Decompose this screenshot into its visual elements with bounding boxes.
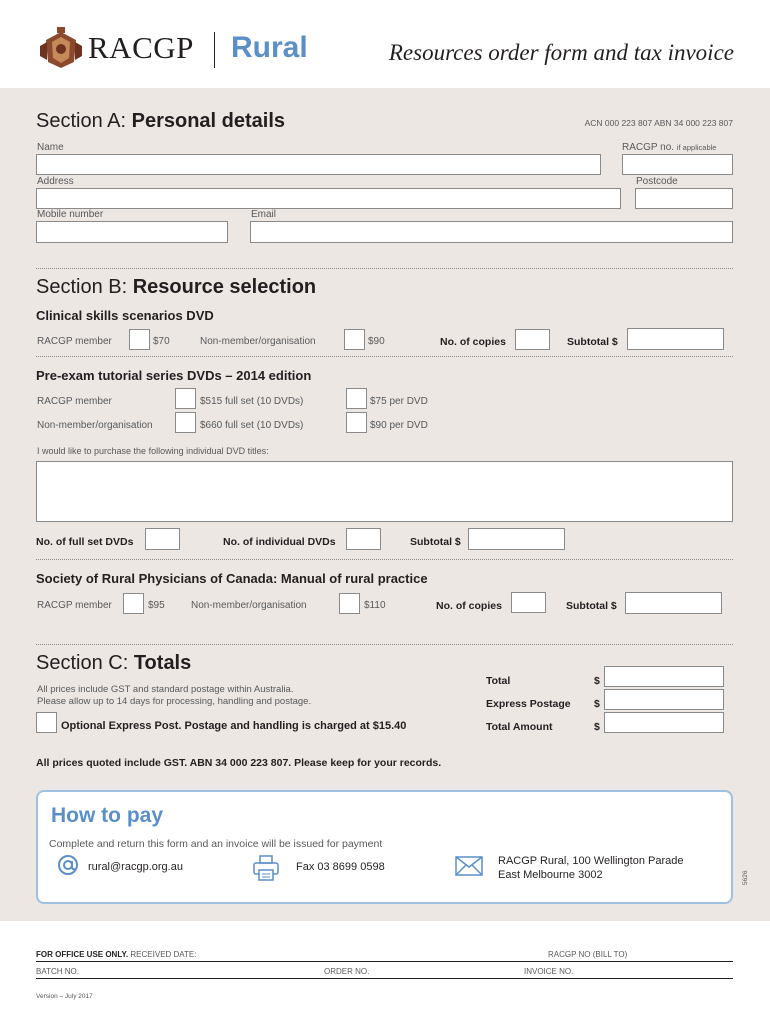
clinical-nonmember-label: Non-member/organisation (200, 336, 316, 347)
clinical-copies-label: No. of copies (440, 336, 506, 348)
clinical-heading: Clinical skills scenarios DVD (36, 308, 214, 323)
society-member-checkbox[interactable] (123, 593, 144, 614)
total-amount-field[interactable] (604, 712, 724, 733)
office-use-heading: FOR OFFICE USE ONLY. RECEIVED DATE: (36, 950, 197, 959)
preexam-subtotal-label: Subtotal $ (410, 536, 461, 548)
postcode-field[interactable] (635, 188, 733, 209)
office-line (36, 961, 733, 962)
page-header (0, 0, 770, 88)
subsection-divider (36, 559, 733, 560)
individual-label: No. of individual DVDs (223, 536, 336, 548)
name-field[interactable] (36, 154, 601, 175)
side-code: 5626 (742, 870, 749, 885)
office-line (36, 978, 733, 979)
fax-icon (252, 854, 280, 882)
section-divider (36, 644, 733, 645)
office-racgp-no: RACGP NO (BILL TO) (548, 950, 628, 959)
society-copies-label: No. of copies (436, 600, 502, 612)
mobile-label: Mobile number (37, 209, 104, 220)
section-divider (36, 268, 733, 269)
preexam-nonmember-per: $90 per DVD (370, 420, 428, 431)
clinical-copies-field[interactable] (515, 329, 550, 350)
preexam-member-full-checkbox[interactable] (175, 388, 196, 409)
amount-currency: $ (594, 721, 600, 733)
mobile-field[interactable] (36, 221, 228, 243)
express-currency: $ (594, 698, 600, 710)
preexam-nonmember-per-checkbox[interactable] (346, 412, 367, 433)
express-postage-field[interactable] (604, 689, 724, 710)
acn-abn: ACN 000 223 807 ABN 34 000 223 807 (584, 118, 733, 128)
individual-field[interactable] (346, 528, 381, 550)
clinical-member-price: $70 (153, 336, 170, 347)
clinical-subtotal-field[interactable] (627, 328, 724, 350)
society-nonmember-label: Non-member/organisation (191, 600, 307, 611)
preexam-member-label: RACGP member (37, 396, 112, 407)
email-address[interactable]: rural@racgp.org.au (88, 861, 183, 873)
preexam-member-per: $75 per DVD (370, 396, 428, 407)
address-field[interactable] (36, 188, 621, 209)
office-invoice: INVOICE NO. (524, 967, 574, 976)
preexam-nonmember-label: Non-member/organisation (37, 420, 153, 431)
address-label: Address (37, 176, 74, 187)
version: Version – July 2017 (36, 993, 93, 1000)
how-to-pay-title: How to pay (51, 804, 164, 827)
society-member-price: $95 (148, 600, 165, 611)
total-field[interactable] (604, 666, 724, 687)
postal-address-line1: RACGP Rural, 100 Wellington Parade (498, 855, 684, 867)
society-nonmember-checkbox[interactable] (339, 593, 360, 614)
how-to-pay-box (36, 790, 733, 904)
racgp-no-label: RACGP no. if applicable (622, 142, 717, 153)
office-batch: BATCH NO. (36, 967, 79, 976)
logo-divider (214, 32, 215, 68)
email-label: Email (251, 209, 277, 220)
express-postage-label: Express Postage (486, 698, 571, 710)
preexam-member-full: $515 full set (10 DVDs) (200, 396, 304, 407)
mail-icon (455, 856, 483, 876)
clinical-nonmember-price: $90 (368, 336, 385, 347)
preexam-nonmember-full-checkbox[interactable] (175, 412, 196, 433)
office-order: ORDER NO. (324, 967, 370, 976)
society-nonmember-price: $110 (364, 600, 386, 611)
preexam-member-per-checkbox[interactable] (346, 388, 367, 409)
fax-number: Fax 03 8699 0598 (296, 861, 385, 873)
logo-rural: Rural (231, 31, 308, 64)
section-c-heading: Section C: Totals (36, 652, 192, 674)
society-copies-field[interactable] (511, 592, 546, 613)
clinical-subtotal-label: Subtotal $ (567, 336, 618, 348)
postal-address-line2: East Melbourne 3002 (498, 869, 603, 881)
clinical-nonmember-checkbox[interactable] (344, 329, 365, 350)
clinical-member-checkbox[interactable] (129, 329, 150, 350)
preexam-heading: Pre-exam tutorial series DVDs – 2014 edition (36, 368, 312, 383)
full-set-label: No. of full set DVDs (36, 536, 134, 548)
express-post-label: Optional Express Post. Postage and handling is charged at $15.40 (61, 720, 407, 732)
name-label: Name (37, 142, 64, 153)
page-title: Resources order form and tax invoice (388, 40, 734, 65)
subsection-divider (36, 356, 733, 357)
preexam-nonmember-full: $660 full set (10 DVDs) (200, 420, 304, 431)
racgp-no-field[interactable] (622, 154, 733, 175)
full-set-field[interactable] (145, 528, 180, 550)
email-field[interactable] (250, 221, 733, 243)
society-heading: Society of Rural Physicians of Canada: Manual of rural practice (36, 571, 428, 586)
prices-note-2: Please allow up to 14 days for processing, handling and postage. (37, 696, 312, 707)
how-to-pay-instructions: Complete and return this form and an invoice will be issued for payment (49, 838, 383, 850)
prices-note-1: All prices include GST and standard postage within Australia. (37, 684, 294, 695)
express-post-checkbox[interactable] (36, 712, 57, 733)
section-a-heading: Section A: Personal details (36, 110, 286, 132)
clinical-member-label: RACGP member (37, 336, 112, 347)
logo-wordmark: RACGP (88, 30, 194, 65)
society-subtotal-label: Subtotal $ (566, 600, 617, 612)
section-b-heading: Section B: Resource selection (36, 276, 317, 298)
gst-note: All prices quoted include GST. ABN 34 000 223 807. Please keep for your records. (36, 757, 442, 769)
dvd-titles-field[interactable] (36, 461, 733, 522)
email-icon (57, 854, 79, 876)
total-amount-label: Total Amount (486, 721, 553, 733)
preexam-subtotal-field[interactable] (468, 528, 565, 550)
dvd-titles-label: I would like to purchase the following individual DVD titles: (37, 446, 269, 456)
society-subtotal-field[interactable] (625, 592, 722, 614)
total-currency: $ (594, 675, 600, 687)
total-label: Total (486, 675, 511, 687)
society-member-label: RACGP member (37, 600, 112, 611)
racgp-crest-icon (38, 26, 84, 70)
postcode-label: Postcode (636, 176, 678, 187)
